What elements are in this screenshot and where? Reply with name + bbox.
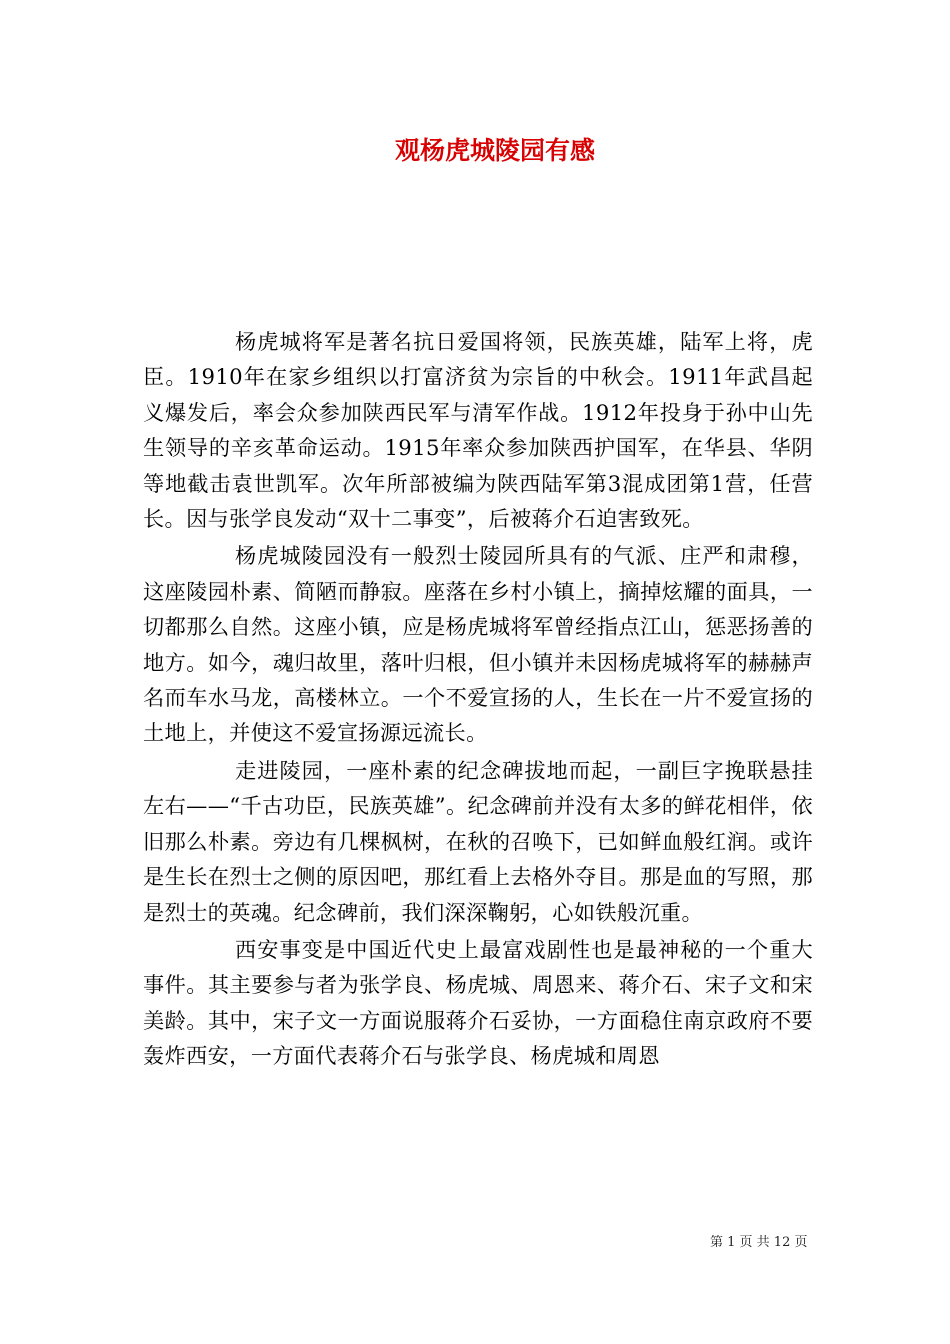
document-body xyxy=(143,324,813,1074)
page-number: 第 1 页 共 12 页 xyxy=(710,1235,808,1250)
paragraph-2: 杨虎城陵园没有一般烈士陵园所具有的气派、庄严和肃穆，这座陵园朴素、简陋而静寂。座落在乡村小镇上，摘掉炫耀的面具，一切都那么自然。这座小镇，应是杨虎城将军曾经指点江山，惩恶扬善的地方。如今，魂归故里，落叶归根，但小镇并未因杨虎城将军的赫赫声名而车水马龙，高楼林立。一个不爱宣扬的人，生长在一片不爱宣扬的土地上，并使这不爱宣扬源远流长。 xyxy=(143,543,813,746)
paragraph-1: 杨虎城将军是著名抗日爱国将领，民族英雄，陆军上将，虎臣。1910年在家乡组织以打富济贫为宗旨的中秋会。1911年武昌起义爆发后，率会众参加陕西民军与清军作战。1912年投身于孙中山先生领导的辛亥革命运动。1915年率众参加陕西护国军，在华县、华阴等地截击袁世凯军。次年所部被编为陕西陆军第3混成团第1营，任营长。因与张学良发动“双十二事变”，后被蒋介石迫害致死。 xyxy=(143,329,813,532)
paragraph-4: 西安事变是中国近代史上最富戏剧性也是最神秘的一个重大事件。其主要参与者为张学良、杨虎城、周恩来、蒋介石、宋子文和宋美龄。其中，宋子文一方面说服蒋介石妥协，一方面稳住南京政府不要轰炸西安，一方面代表蒋介石与张学良、杨虎城和周恩 xyxy=(143,936,813,1069)
document-title: 观杨虎城陵园有感 xyxy=(394,136,595,165)
paragraph-3: 走进陵园，一座朴素的纪念碑拔地而起，一副巨字挽联悬挂左右——“千古功臣，民族英雄”。纪念碑前并没有太多的鲜花相伴，依旧那么朴素。旁边有几棵枫树，在秋的召唤下，已如鲜血般红润。或许是生长在烈士之侧的原因吧，那红看上去格外夺目。那是血的写照，那是烈士的英魂。纪念碑前，我们深深鞠躬，心如铁般沉重。 xyxy=(143,757,813,925)
